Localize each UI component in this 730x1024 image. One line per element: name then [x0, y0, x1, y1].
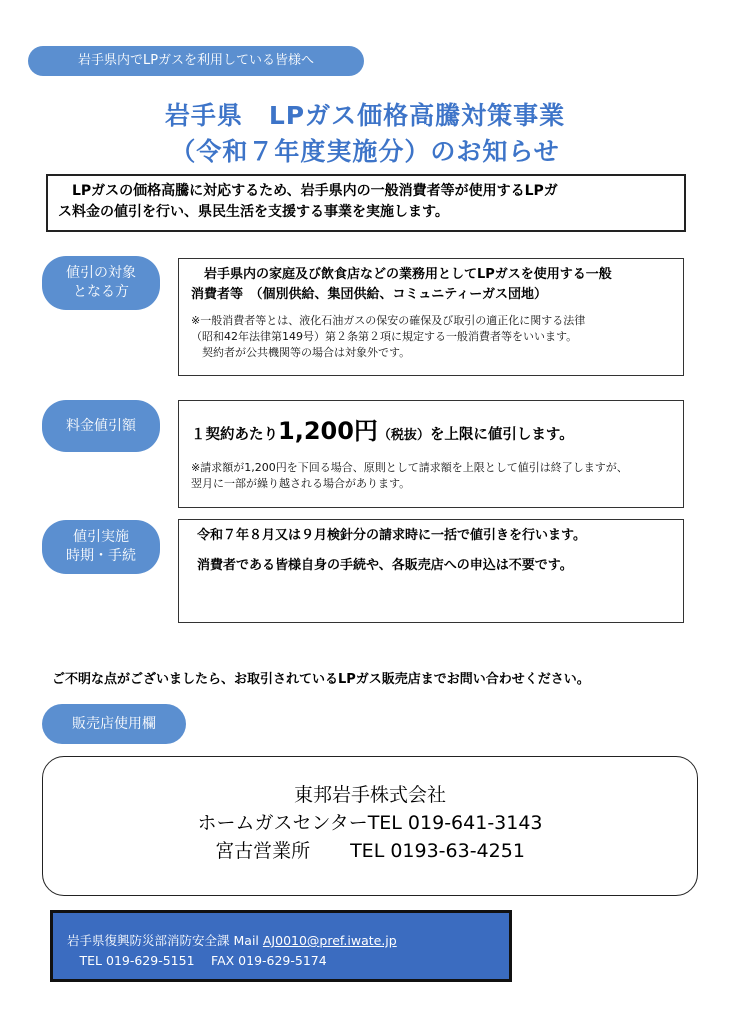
target-main-line: 岩手県内の家庭及び飲食店などの業務用としてLPガスを使用する一般 [191, 267, 612, 282]
timing-label [42, 520, 160, 574]
amount-tax: （税抜） [377, 428, 430, 443]
amount-note-line: ※請求額が1,200円を下回る場合、原則として請求額を上限として値引は終了しますが、 [191, 461, 628, 474]
contact-box [50, 910, 512, 982]
timing-label-line: 時期・手続 [66, 548, 136, 564]
amount-box [178, 400, 684, 508]
amount-line [191, 411, 671, 446]
contact-tel: TEL 019-629-5151 [79, 953, 195, 968]
timing-box [178, 519, 684, 623]
page-subtitle: （令和７年度実施分）のお知らせ [170, 137, 560, 166]
shop-company: 東邦岩手株式会社 [293, 784, 446, 806]
timing-line: 消費者である皆様自身の手続や、各販売店への申込は不要です。 [197, 558, 573, 574]
page-title: 岩手県 LPガス価格高騰対策事業 [164, 101, 566, 130]
amount-note-line: 翌月に一部が繰り越される場合があります。 [191, 476, 411, 490]
shop-office-name: 宮古営業所 [215, 840, 311, 863]
shop-box [42, 756, 698, 896]
shop-office [43, 837, 697, 865]
timing-label-line: 値引実施 [73, 529, 129, 546]
contact-dept: 岩手県復興防災部消防安全課 [67, 933, 230, 948]
shop-office-tel: TEL 0193-63-4251 [350, 840, 525, 863]
amount-label: 料金値引額 [42, 400, 160, 452]
target-main-line: 消費者等 （個別供給、集団供給、コミュニティーガス団地） [191, 287, 547, 303]
target-label-line: 値引の対象 [66, 265, 136, 282]
contact-mail-label: Mail [233, 933, 259, 948]
shop-center: ホームガスセンターTEL 019-641-3143 [197, 812, 543, 835]
amount-suffix: を上限に値引します。 [429, 427, 574, 443]
amount-prefix: １契約あたり [191, 427, 278, 443]
intro-line: LPガスの価格高騰に対応するため、岩手県内の一般消費者等が使用するLPガ [58, 183, 558, 199]
intro-line: ス料金の値引を行い、県民生活を支援する事業を実施します。 [58, 204, 449, 220]
target-label [42, 256, 160, 310]
intro-box [46, 174, 686, 232]
shop-label: 販売店使用欄 [42, 704, 186, 744]
target-note [191, 313, 671, 361]
target-note-line: ※一般消費者等とは、液化石油ガスの保安の確保及び取引の適正化に関する法律 [191, 314, 586, 328]
target-box [178, 258, 684, 376]
target-label-line: となる方 [73, 284, 129, 300]
target-main [191, 265, 671, 305]
amount-value: 1,200円 [278, 417, 378, 445]
amount-note [191, 460, 671, 492]
contact-mail-link[interactable]: AJ0010@pref.iwate.jp [262, 933, 397, 948]
target-note-line: 契約者が公共機関等の場合は対象外です。 [191, 346, 411, 360]
target-note-line: （昭和42年法律第149号）第２条第２項に規定する一般消費者等をいいます。 [191, 330, 578, 344]
audience-banner: 岩手県内でLPガスを利用している皆様へ [28, 46, 364, 76]
inquiry-text: ご不明な点がございましたら、お取引されているLPガス販売店までお問い合わせください。 [52, 672, 590, 687]
timing-line: 令和７年８月又は９月検針分の請求時に一括で値引きを行います。 [197, 528, 586, 543]
contact-fax: FAX 019-629-5174 [211, 953, 327, 968]
